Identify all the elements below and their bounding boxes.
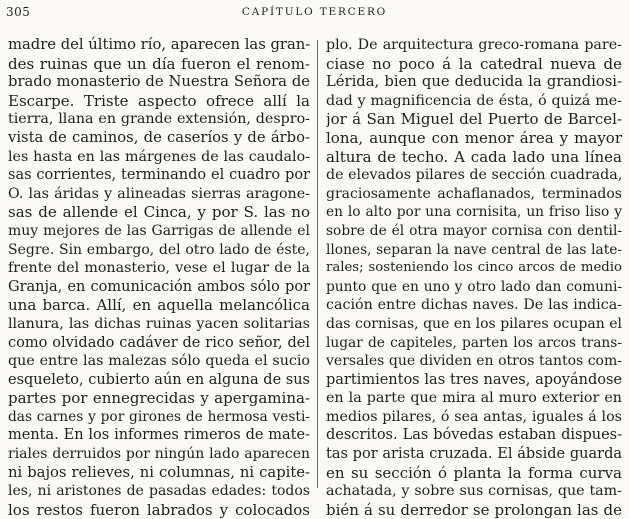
text-line: Segre. Sin embargo, del otro lado de éste, bbox=[8, 241, 310, 258]
text-line: altura de techo. A cada lado una línea bbox=[326, 147, 622, 166]
text-line: lona, aunque con menor área y mayor bbox=[326, 128, 622, 147]
text-line: riales derruidos por ningún lado aparecen bbox=[8, 446, 310, 463]
text-line: llones, separan la nave central de las late- bbox=[326, 241, 622, 258]
text-line: madre del último río, aparecen las gran- bbox=[8, 36, 310, 53]
text-line: bién á su derredor se prolongan las de bbox=[326, 500, 622, 519]
right-text-column bbox=[326, 36, 622, 519]
text-line: medios pilares, ó sea antas, iguales á los bbox=[326, 408, 622, 425]
text-line: sas corrientes, terminando el cuadro por bbox=[8, 167, 310, 184]
text-line: les, ni aristones de pasadas edades: todos bbox=[8, 483, 310, 500]
text-line: partes por ennegrecidas y apergamina- bbox=[8, 389, 310, 408]
text-line: como olvidado cadáver de rico señor, del bbox=[8, 334, 310, 351]
text-line: llanura, las dichas ruinas yacen solitarias bbox=[8, 315, 310, 332]
page-header bbox=[0, 0, 629, 24]
text-line: achatada, y sobre sus cornisas, que tam- bbox=[326, 483, 622, 500]
text-line: dad y magnificencia de ésta, ó quizá me- bbox=[326, 92, 622, 109]
page-number: 305 bbox=[6, 5, 31, 19]
text-line: esqueleto, cubierto aún en alguna de sus bbox=[8, 371, 310, 388]
running-head: CAPÍTULO TERCERO bbox=[241, 6, 388, 18]
text-line: Lérida, bien que deducida la grandiosi- bbox=[326, 73, 622, 91]
text-line: tierra, llana en grande extensión, despro- bbox=[8, 111, 310, 128]
text-line: partimientos las tres naves, apoyándose bbox=[326, 371, 622, 388]
text-line: Granja, en comunicación ambos sólo por bbox=[8, 278, 310, 295]
text-line: cación entre dichas naves. De las indica- bbox=[326, 297, 622, 314]
text-line: O. las áridas y alineadas sierras aragone- bbox=[8, 185, 310, 202]
text-line: vista de caminos, de caseríos y de árbo- bbox=[8, 128, 310, 146]
text-line: frente del monasterio, vese el lugar de la bbox=[8, 260, 310, 277]
text-line: muy mejores de las Garrigas de allende el bbox=[8, 222, 310, 239]
column-divider bbox=[317, 40, 318, 488]
text-line: das carnes y por girones de hermosa vesti- bbox=[8, 408, 310, 425]
text-line: los restos fueron labrados y colocados bbox=[8, 500, 310, 519]
text-line: Escarpe. Triste aspecto ofrece allí la bbox=[8, 91, 310, 110]
text-line: versales que dividen en otros tantos com- bbox=[326, 353, 622, 370]
text-line: menta. En los informes rimeros de mate- bbox=[8, 427, 310, 444]
text-line: tas por arista cruzada. El ábside guarda bbox=[326, 446, 622, 463]
text-line: sobre de él otra mayor cornisa con dentil- bbox=[326, 222, 622, 239]
text-line: das cornisas, que en los pilares ocupan el bbox=[326, 315, 622, 332]
left-text-column bbox=[8, 36, 310, 519]
text-line: graciosamente achaflanados, terminados bbox=[326, 185, 622, 202]
text-line: rales; sosteniendo los cinco arcos de medio bbox=[326, 260, 622, 276]
text-line: en lo alto por una cornisita, un friso liso y bbox=[326, 204, 622, 221]
text-line: que entre las malezas sólo queda el sucio bbox=[8, 353, 310, 370]
text-line: jor á San Miguel del Puerto de Barcel- bbox=[326, 110, 622, 129]
text-line: una barca. Allí, en aquella melancólica bbox=[8, 296, 310, 315]
text-line: descritos. Las bóvedas estaban dispues- bbox=[326, 427, 622, 444]
text-line: les hasta en las márgenes de las caudalo- bbox=[8, 148, 310, 165]
text-line: brado monasterio de Nuestra Señora de bbox=[8, 73, 310, 91]
text-line: ni bajos relieves, ni columnas, ni capite- bbox=[8, 463, 310, 481]
text-line: de elevados pilares de sección cuadrada, bbox=[326, 167, 622, 184]
text-line: des ruinas que un día fueron el renom- bbox=[8, 54, 310, 73]
text-line: en su sección ó planta la forma curva bbox=[326, 463, 622, 482]
text-line: sas de allende el Cinca, y por S. las no bbox=[8, 203, 310, 222]
text-line: plo. De arquitectura greco-romana pare- bbox=[326, 37, 622, 53]
text-line: punto que en uno y otro lado dan comuni- bbox=[326, 278, 622, 295]
text-line: en la parte que mira al muro exterior en bbox=[326, 390, 622, 407]
text-line: ciase no poco á la catedral nueva de bbox=[326, 54, 622, 73]
text-line: lugar de capiteles, parten los arcos trans- bbox=[326, 334, 622, 351]
